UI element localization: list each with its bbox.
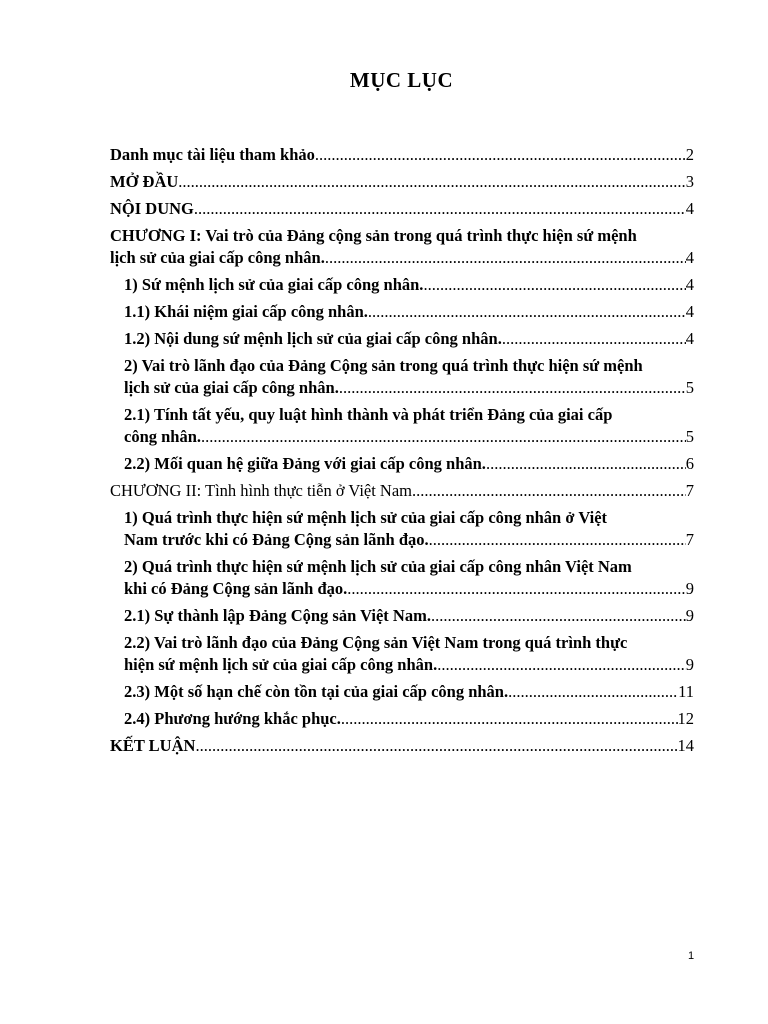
toc-entry-line [124, 529, 694, 551]
toc-entry[interactable] [124, 404, 694, 448]
toc-page-number: 5 [685, 378, 694, 397]
toc-page-number: 4 [685, 302, 694, 321]
toc-entry-text: 2.1) Sự thành lập Đảng Cộng sản Việt Nam. [124, 606, 431, 625]
toc-entry-line [124, 404, 694, 426]
toc-entry-line [110, 144, 694, 166]
toc-page-number: 4 [685, 275, 694, 294]
toc-entry[interactable] [110, 480, 694, 502]
toc-entry-text: Nam trước khi có Đảng Cộng sản lãnh đạo. [124, 530, 429, 549]
toc-entry-text: 2.2) Mối quan hệ giữa Đảng với giai cấp công nhân. [124, 454, 486, 473]
toc-page-number: 4 [685, 248, 694, 267]
toc-dot-leader [368, 301, 686, 323]
toc-entry[interactable] [110, 735, 694, 757]
toc-entry-text: lịch sử của giai cấp công nhân. [110, 248, 325, 267]
toc-entry-line [110, 247, 694, 269]
toc-entry-text: NỘI DUNG [110, 199, 194, 218]
toc-entry[interactable] [124, 355, 694, 399]
toc-entry-text: khi có Đảng Cộng sản lãnh đạo. [124, 579, 348, 598]
toc-entry[interactable] [124, 274, 694, 296]
toc-dot-leader [431, 605, 686, 627]
toc-dot-leader [508, 681, 678, 703]
toc-entry-text: 1) Sứ mệnh lịch sử của giai cấp công nhân. [124, 275, 424, 294]
toc-entry-text: 2) Quá trình thực hiện sứ mệnh lịch sử của giai cấp công nhân Việt Nam [124, 557, 632, 576]
toc-page-number: 7 [685, 481, 694, 500]
toc-entry-text: CHƯƠNG I: Vai trò của Đảng cộng sản trong quá trình thực hiện sứ mệnh [110, 226, 637, 245]
toc-page-number: 9 [685, 606, 694, 625]
toc-dot-leader [423, 274, 685, 296]
toc-page-number: 2 [685, 145, 694, 164]
toc-entry[interactable] [124, 328, 694, 350]
toc-entry[interactable] [124, 708, 694, 730]
toc-entry-text: 2) Vai trò lãnh đạo của Đảng Cộng sản trong quá trình thực hiện sứ mệnh [124, 356, 643, 375]
toc-entry[interactable] [110, 198, 694, 220]
toc-entry-text: 1) Quá trình thực hiện sứ mệnh lịch sử của giai cấp công nhân ở Việt [124, 508, 608, 527]
toc-dot-leader [416, 480, 686, 502]
toc-dot-leader [201, 426, 686, 448]
toc-dot-leader [502, 328, 686, 350]
toc-dot-leader [325, 247, 686, 269]
toc-entry-line [124, 605, 694, 627]
toc-entry-line [124, 681, 694, 703]
toc-page-number: 6 [685, 454, 694, 473]
toc-entry[interactable] [124, 301, 694, 323]
toc-entry-text: 2.2) Vai trò lãnh đạo của Đảng Cộng sản Việt Nam trong quá trình thực [124, 633, 628, 652]
toc-dot-leader [315, 144, 686, 166]
toc-entry-line [124, 578, 694, 600]
toc-page-number: 7 [685, 530, 694, 549]
toc-entry-line [124, 453, 694, 475]
toc-page-number: 4 [685, 329, 694, 348]
toc-entry-line [124, 377, 694, 399]
toc-page-number: 11 [678, 682, 694, 701]
toc-dot-leader [194, 198, 686, 220]
toc-entry-text: 2.1) Tính tất yếu, quy luật hình thành và phát triển Đảng của giai cấp [124, 405, 613, 424]
page-number: 1 [688, 950, 695, 962]
toc-dot-leader [429, 529, 686, 551]
toc-dot-leader [195, 735, 677, 757]
toc-entry-text: 2.3) Một số hạn chế còn tồn tại của giai cấp công nhân. [124, 682, 509, 701]
toc-entry-line [110, 480, 694, 502]
toc-entry-line [110, 735, 694, 757]
toc-page-number: 9 [685, 579, 694, 598]
toc-entry-line [124, 507, 694, 529]
toc-page-number: 9 [685, 655, 694, 674]
toc-dot-leader [339, 377, 686, 399]
toc-page-number: 3 [685, 172, 694, 191]
toc-entry-line [124, 556, 694, 578]
toc-page-number: 14 [677, 736, 694, 755]
toc-entry-text: 1.1) Khái niệm giai cấp công nhân. [124, 302, 368, 321]
toc-entry[interactable] [124, 453, 694, 475]
toc-entry-text: 1.2) Nội dung sứ mệnh lịch sử của giai cấp công nhân. [124, 329, 502, 348]
toc-page-number: 12 [677, 709, 694, 728]
toc-entry[interactable] [124, 632, 694, 676]
toc-entry-text: hiện sứ mệnh lịch sử của giai cấp công nhân. [124, 655, 438, 674]
toc-dot-leader [341, 708, 678, 730]
toc-entry-line [110, 171, 694, 193]
toc-entry-text: 2.4) Phương hướng khắc phục. [124, 709, 341, 728]
toc-entry[interactable] [110, 225, 694, 269]
toc-dot-leader [486, 453, 686, 475]
toc-entry[interactable] [110, 171, 694, 193]
toc-entry-line [124, 708, 694, 730]
toc-entry-line [110, 198, 694, 220]
toc-entry-line [124, 426, 694, 448]
toc-entry-text: CHƯƠNG II: Tình hình thực tiễn ở Việt Nam. [110, 481, 417, 500]
toc-entry-text: KẾT LUẬN [110, 736, 196, 755]
toc-entry-text: lịch sử của giai cấp công nhân. [124, 378, 339, 397]
toc-entry-line [110, 225, 694, 247]
toc-dot-leader [178, 171, 685, 193]
toc-entry[interactable] [124, 605, 694, 627]
toc-page-number: 5 [685, 427, 694, 446]
toc-entry-text: MỞ ĐẦU [110, 172, 179, 191]
toc-entry-text: Danh mục tài liệu tham khảo [110, 145, 315, 164]
toc-dot-leader [347, 578, 685, 600]
toc-dot-leader [437, 654, 686, 676]
toc-entry[interactable] [124, 507, 694, 551]
table-of-contents [110, 144, 694, 762]
toc-entry-text: công nhân. [124, 427, 202, 446]
toc-entry-line [124, 355, 694, 377]
toc-entry-line [124, 274, 694, 296]
toc-entry[interactable] [124, 556, 694, 600]
toc-entry-line [124, 632, 694, 654]
toc-entry-line [124, 654, 694, 676]
toc-entry-line [124, 301, 694, 323]
page-title: MỤC LỤC [349, 68, 454, 92]
toc-entry-line [124, 328, 694, 350]
toc-entry[interactable] [110, 144, 694, 166]
toc-page-number: 4 [685, 199, 694, 218]
toc-entry[interactable] [124, 681, 694, 703]
